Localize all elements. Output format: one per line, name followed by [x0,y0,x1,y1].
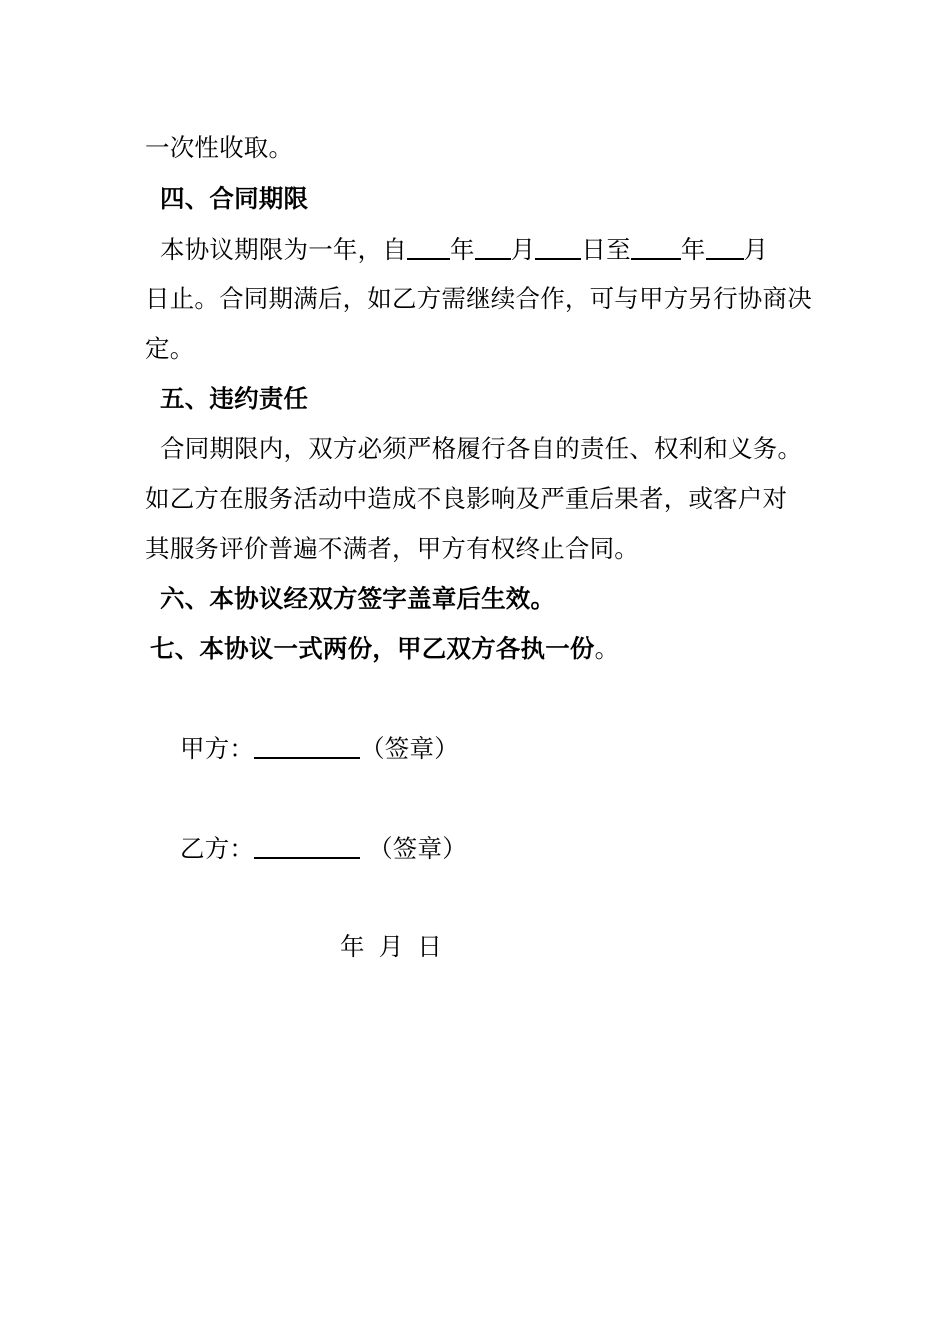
start-year-unit: 年 [450,235,475,264]
party-b-signature-line [180,833,845,864]
section-4-line-3: 定。 [145,334,195,363]
start-day-unit: 日至 [581,235,631,264]
section-5-line-3: 其服务评价普遍不满者，甲方有权终止合同。 [145,534,639,563]
term-intro-text: 本协议期限为一年，自 [160,235,407,264]
section-5-title: 五、违约责任 [160,384,309,413]
section-5-line-2: 如乙方在服务活动中造成不良影响及严重后果者，或客户对 [145,484,788,513]
start-day-blank[interactable] [535,234,581,260]
section-7-period: 。 [594,634,620,663]
section-4-line-2: 日止。合同期满后，如乙方需继续合作，可与甲方另行协商决 [145,284,812,313]
date-day-label: 日 [417,932,443,961]
start-month-blank[interactable] [475,234,511,260]
start-month-unit: 月 [510,235,536,264]
section-4-title: 四、合同期限 [160,184,309,213]
fee-paragraph-tail: 一次性收取。 [145,133,294,162]
section-6: 六、本协议经双方签字盖章后生效。 [160,584,556,613]
party-a-seal-label: （签章） [360,734,459,763]
party-a-label: 甲方： [180,734,255,763]
date-year-label: 年 [340,932,365,961]
party-b-seal-label: （签章） [368,834,467,863]
section-4-line-1 [160,234,825,265]
signing-date-line [340,932,950,962]
end-year-blank[interactable] [631,234,681,260]
section-7-text: 七、本协议一式两份，甲乙双方各执一份 [150,634,595,663]
party-b-label: 乙方： [180,834,255,863]
section-7 [150,634,815,664]
party-a-signature-line [180,733,845,764]
section-5-line-1: 合同期限内，双方必须严格履行各自的责任、权利和义务。 [160,434,803,463]
end-year-unit: 年 [680,235,706,264]
end-month-blank[interactable] [706,234,744,260]
party-b-signature-blank[interactable] [254,833,360,859]
party-a-signature-blank[interactable] [254,733,360,759]
end-month-unit: 月 [743,235,769,264]
start-year-blank[interactable] [407,234,450,260]
date-month-label: 月 [378,932,404,961]
